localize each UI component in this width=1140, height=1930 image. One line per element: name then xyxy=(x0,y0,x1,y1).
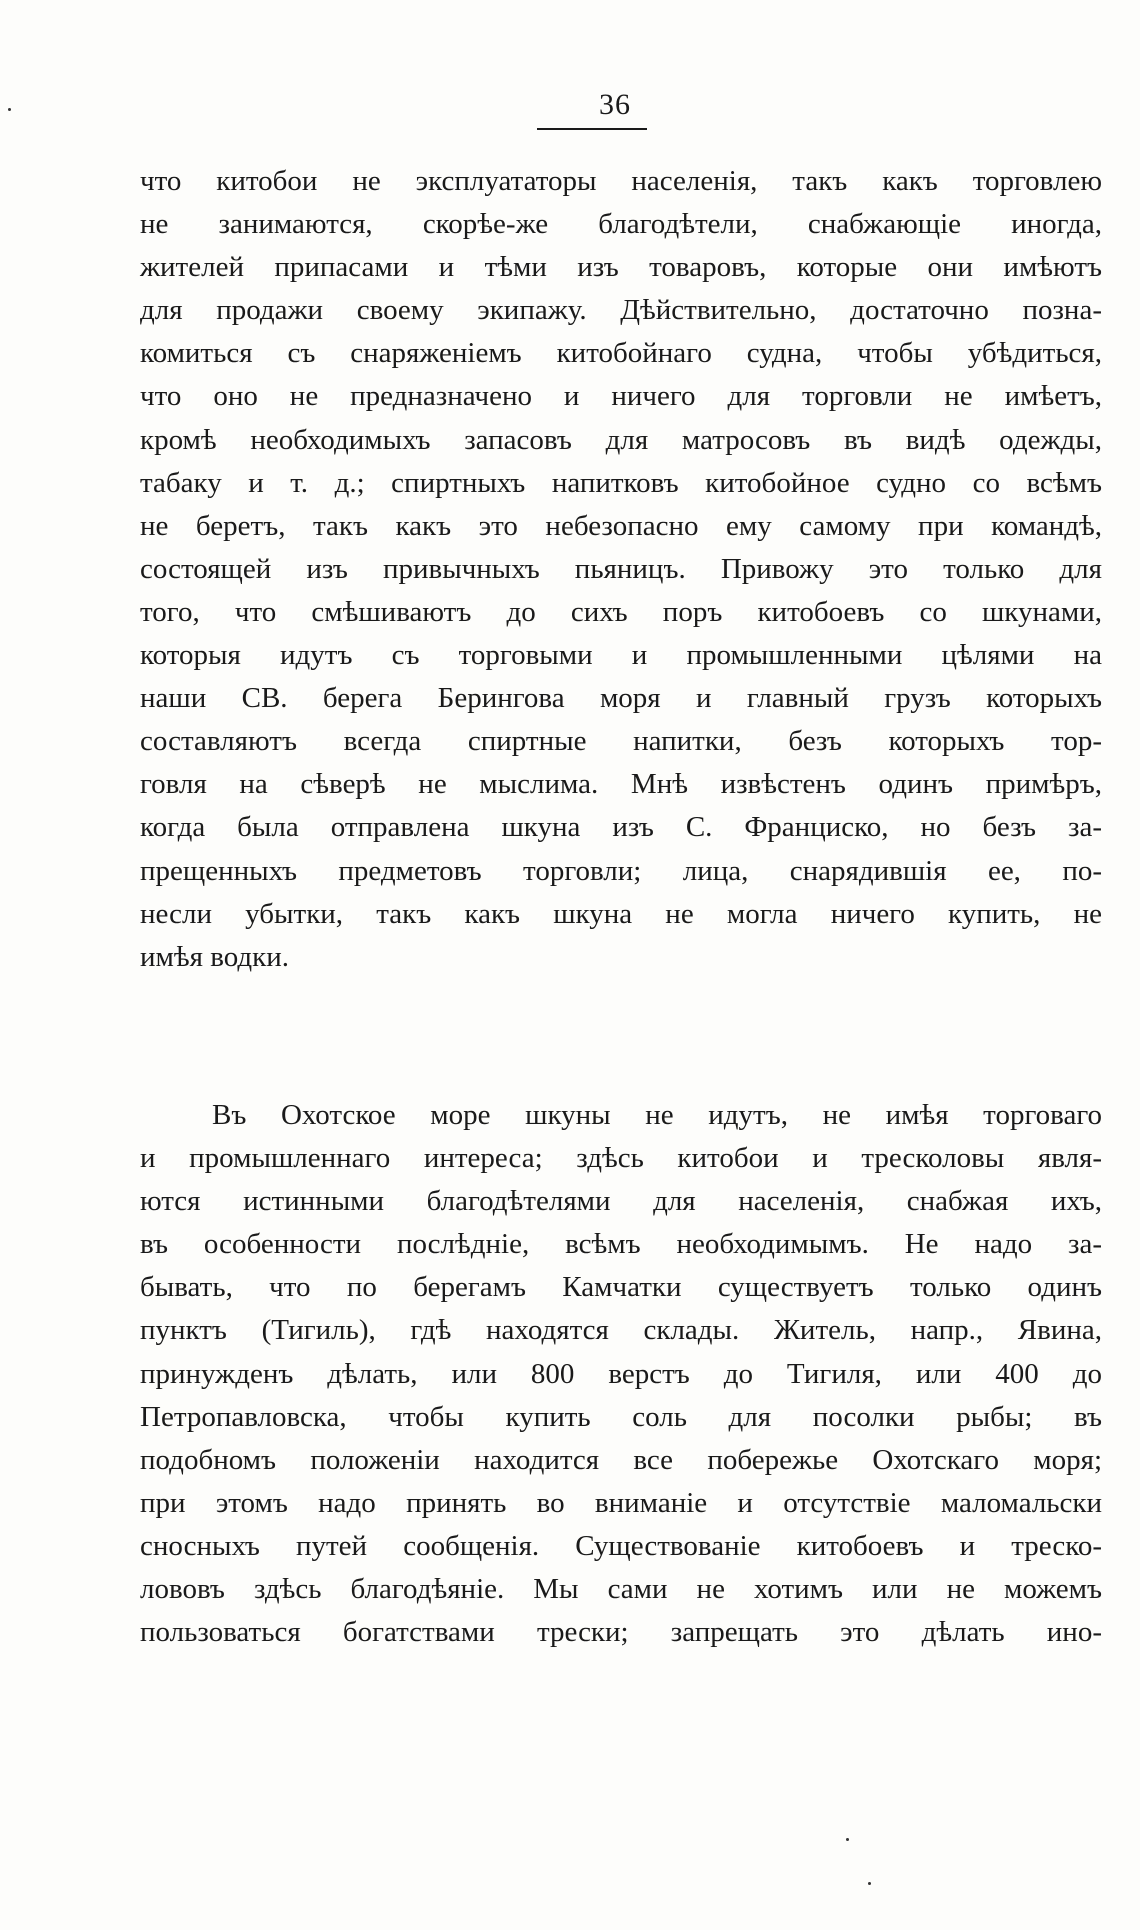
text-line: что китобои не эксплуататоры населенія, такъ какъ торговлею xyxy=(140,165,1102,197)
scan-speck xyxy=(8,108,11,111)
text-line: подобномъ положеніи находится все побережье Охотскаго моря; xyxy=(140,1443,1102,1476)
text-line: и промышленнаго интереса; здѣсь китобои и тресколовы явля- xyxy=(140,1142,1102,1175)
text-line: бывать, что по берегамъ Камчатки существуетъ только одинъ xyxy=(140,1271,1102,1304)
scan-speck xyxy=(846,1838,849,1841)
text-line: того, что смѣшиваютъ до сихъ поръ китобоевъ со шкунами, xyxy=(140,595,1102,628)
text-line: наши СВ. берега Берингова моря и главный грузъ которыхъ xyxy=(140,682,1102,715)
text-line: Въ Охотское море шкуны не идутъ, не имѣя торговаго xyxy=(212,1099,1102,1131)
text-line: когда была отправлена шкуна изъ С. Франциско, но безъ за- xyxy=(140,811,1102,844)
scan-speck xyxy=(868,1882,871,1885)
text-line: состоящей изъ привычныхъ пьяницъ. Привожу это только для xyxy=(140,552,1102,585)
text-line: жителей припасами и тѣми изъ товаровъ, которые они имѣютъ xyxy=(140,251,1102,284)
text-line: составляютъ всегда спиртные напитки, безъ которыхъ тор- xyxy=(140,725,1102,758)
text-line: имѣя водки. xyxy=(140,940,289,973)
text-line: лововъ здѣсь благодѣяніе. Мы сами не хотимъ или не можемъ xyxy=(140,1573,1102,1606)
text-line: пользоваться богатствами трески; запрещать это дѣлать ино- xyxy=(140,1616,1102,1649)
text-line: не занимаются, скорѣе-же благодѣтели, снабжающіе иногда, xyxy=(140,208,1102,241)
text-line: для продажи своему экипажу. Дѣйствительно, достаточно позна- xyxy=(140,294,1102,327)
text-line: принужденъ дѣлать, или 800 верстъ до Тигиля, или 400 до xyxy=(140,1357,1102,1390)
text-line: въ особенности послѣдніе, всѣмъ необходимымъ. Не надо за- xyxy=(140,1228,1102,1261)
paragraph-2 xyxy=(140,1094,1102,1654)
text-line: пунктъ (Тигиль), гдѣ находятся склады. Житель, напр., Явина, xyxy=(140,1314,1102,1347)
text-line: которыя идутъ съ торговыми и промышленными цѣлями на xyxy=(140,639,1102,672)
text-line: сносныхъ путей сообщенія. Существованіе китобоевъ и треско- xyxy=(140,1529,1102,1562)
text-line: несли убытки, такъ какъ шкуна не могла ничего купить, не xyxy=(140,897,1102,930)
text-line: что оно не предназначено и ничего для торговли не имѣетъ, xyxy=(140,380,1102,413)
text-line: говля на сѣверѣ не мыслима. Мнѣ извѣстенъ одинъ примѣръ, xyxy=(140,768,1102,801)
text-line: Петропавловска, чтобы купить соль для посолки рыбы; въ xyxy=(140,1400,1102,1433)
text-line: табаку и т. д.; спиртныхъ напитковъ китобойное судно со всѣмъ xyxy=(140,466,1102,499)
text-line: кромѣ необходимыхъ запасовъ для матросовъ въ видѣ одежды, xyxy=(140,423,1102,456)
text-line: ются истинными благодѣтелями для населенія, снабжая ихъ, xyxy=(140,1185,1102,1218)
page-number: 36 xyxy=(599,88,631,121)
text-line: комиться съ снаряженіемъ китобойнаго судна, чтобы убѣдиться, xyxy=(140,337,1102,370)
text-line: прещенныхъ предметовъ торговли; лица, снарядившія ее, по- xyxy=(140,854,1102,887)
text-line: при этомъ надо принять во вниманіе и отсутствіе маломальски xyxy=(140,1486,1102,1519)
page-number-rule xyxy=(537,128,647,130)
paragraph-1 xyxy=(140,160,1102,979)
text-line: не беретъ, такъ какъ это небезопасно ему самому при командѣ, xyxy=(140,509,1102,542)
